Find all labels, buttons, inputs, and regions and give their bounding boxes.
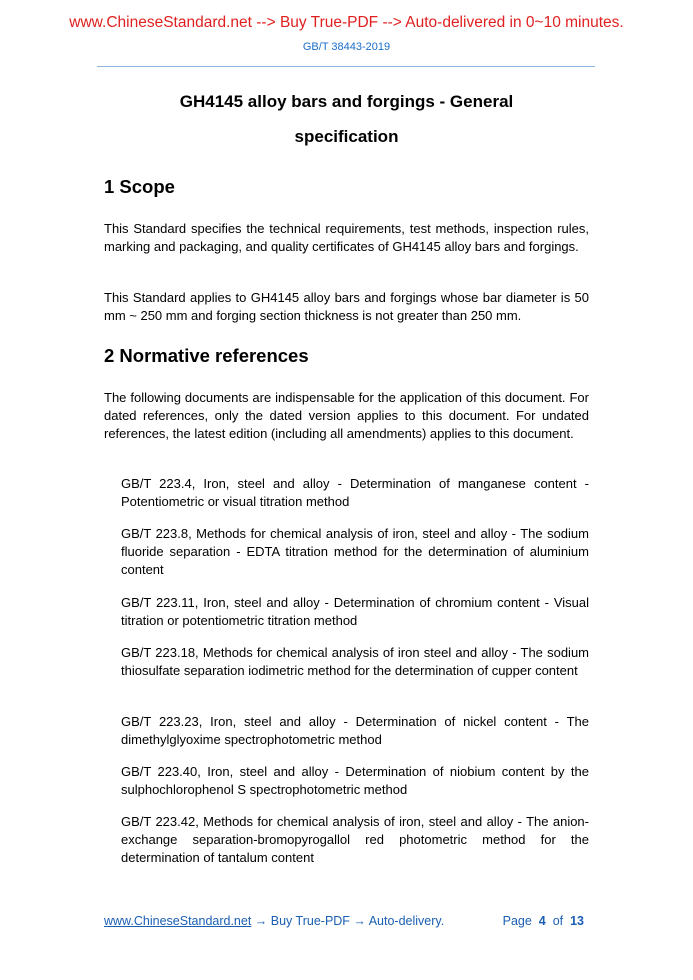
section-heading-scope: 1 Scope	[104, 176, 175, 197]
page-current: 4	[538, 914, 546, 928]
page-total: 13	[570, 914, 584, 928]
document-title-line-1: GH4145 alloy bars and forgings - General	[179, 92, 514, 111]
promo-banner-link[interactable]: www.ChineseStandard.net --> Buy True-PDF --> Auto-delivered in 0~10 minutes.	[69, 14, 624, 31]
reference-item: GB/T 223.42, Methods for chemical analysis of iron, steel and alloy - The anion-exchange separation-bromopyrogallol red photometric method for the determination of tantalum content	[121, 814, 589, 865]
reference-item: GB/T 223.4, Iron, steel and alloy - Determination of manganese content - Potentiometric or visual titration method	[121, 476, 589, 509]
page-of-label: of	[552, 914, 564, 928]
reference-item: GB/T 223.40, Iron, steel and alloy - Determination of niobium content by the sulphochlorophenol S spectrophotometric method	[121, 764, 589, 797]
normative-intro-paragraph: The following documents are indispensable for the application of this document. For dated references, only the dated version applies to this document. For undated references, the latest edition (including all amendments) applies to this document.	[104, 390, 589, 441]
header-divider	[97, 66, 595, 67]
standard-code: GB/T 38443-2019	[302, 41, 391, 53]
footer-site-text: www.ChineseStandard.net	[104, 914, 252, 928]
page-number	[503, 914, 584, 928]
document-title-line-2: specification	[294, 127, 399, 146]
scope-paragraph-1: This Standard specifies the technical requirements, test methods, inspection rules, marking and packaging, and quality certificates of GH4145 alloy bars and forgings.	[104, 221, 589, 254]
reference-item: GB/T 223.23, Iron, steel and alloy - Determination of nickel content - The dimethylglyoxime spectrophotometric method	[121, 714, 589, 747]
footer-link-suffix: → Buy True-PDF → Auto-delivery.	[251, 914, 445, 928]
page-footer	[104, 914, 594, 934]
scope-paragraph-2: This Standard applies to GH4145 alloy bars and forgings whose bar diameter is 50 mm ~ 250 mm and forging section thickness is not greater than 250 mm.	[104, 290, 589, 323]
reference-item: GB/T 223.8, Methods for chemical analysis of iron, steel and alloy - The sodium fluoride separation - EDTA titration method for the determination of aluminium content	[121, 526, 589, 577]
page-label: Page	[502, 914, 532, 928]
section-heading-normative-references: 2 Normative references	[104, 345, 309, 366]
footer-store-link[interactable]	[104, 914, 444, 928]
reference-item: GB/T 223.18, Methods for chemical analysis of iron steel and alloy - The sodium thiosulfate separation iodimetric method for the determination of cupper content	[121, 645, 589, 678]
reference-item: GB/T 223.11, Iron, steel and alloy - Determination of chromium content - Visual titration or potentiometric titration method	[121, 595, 589, 628]
